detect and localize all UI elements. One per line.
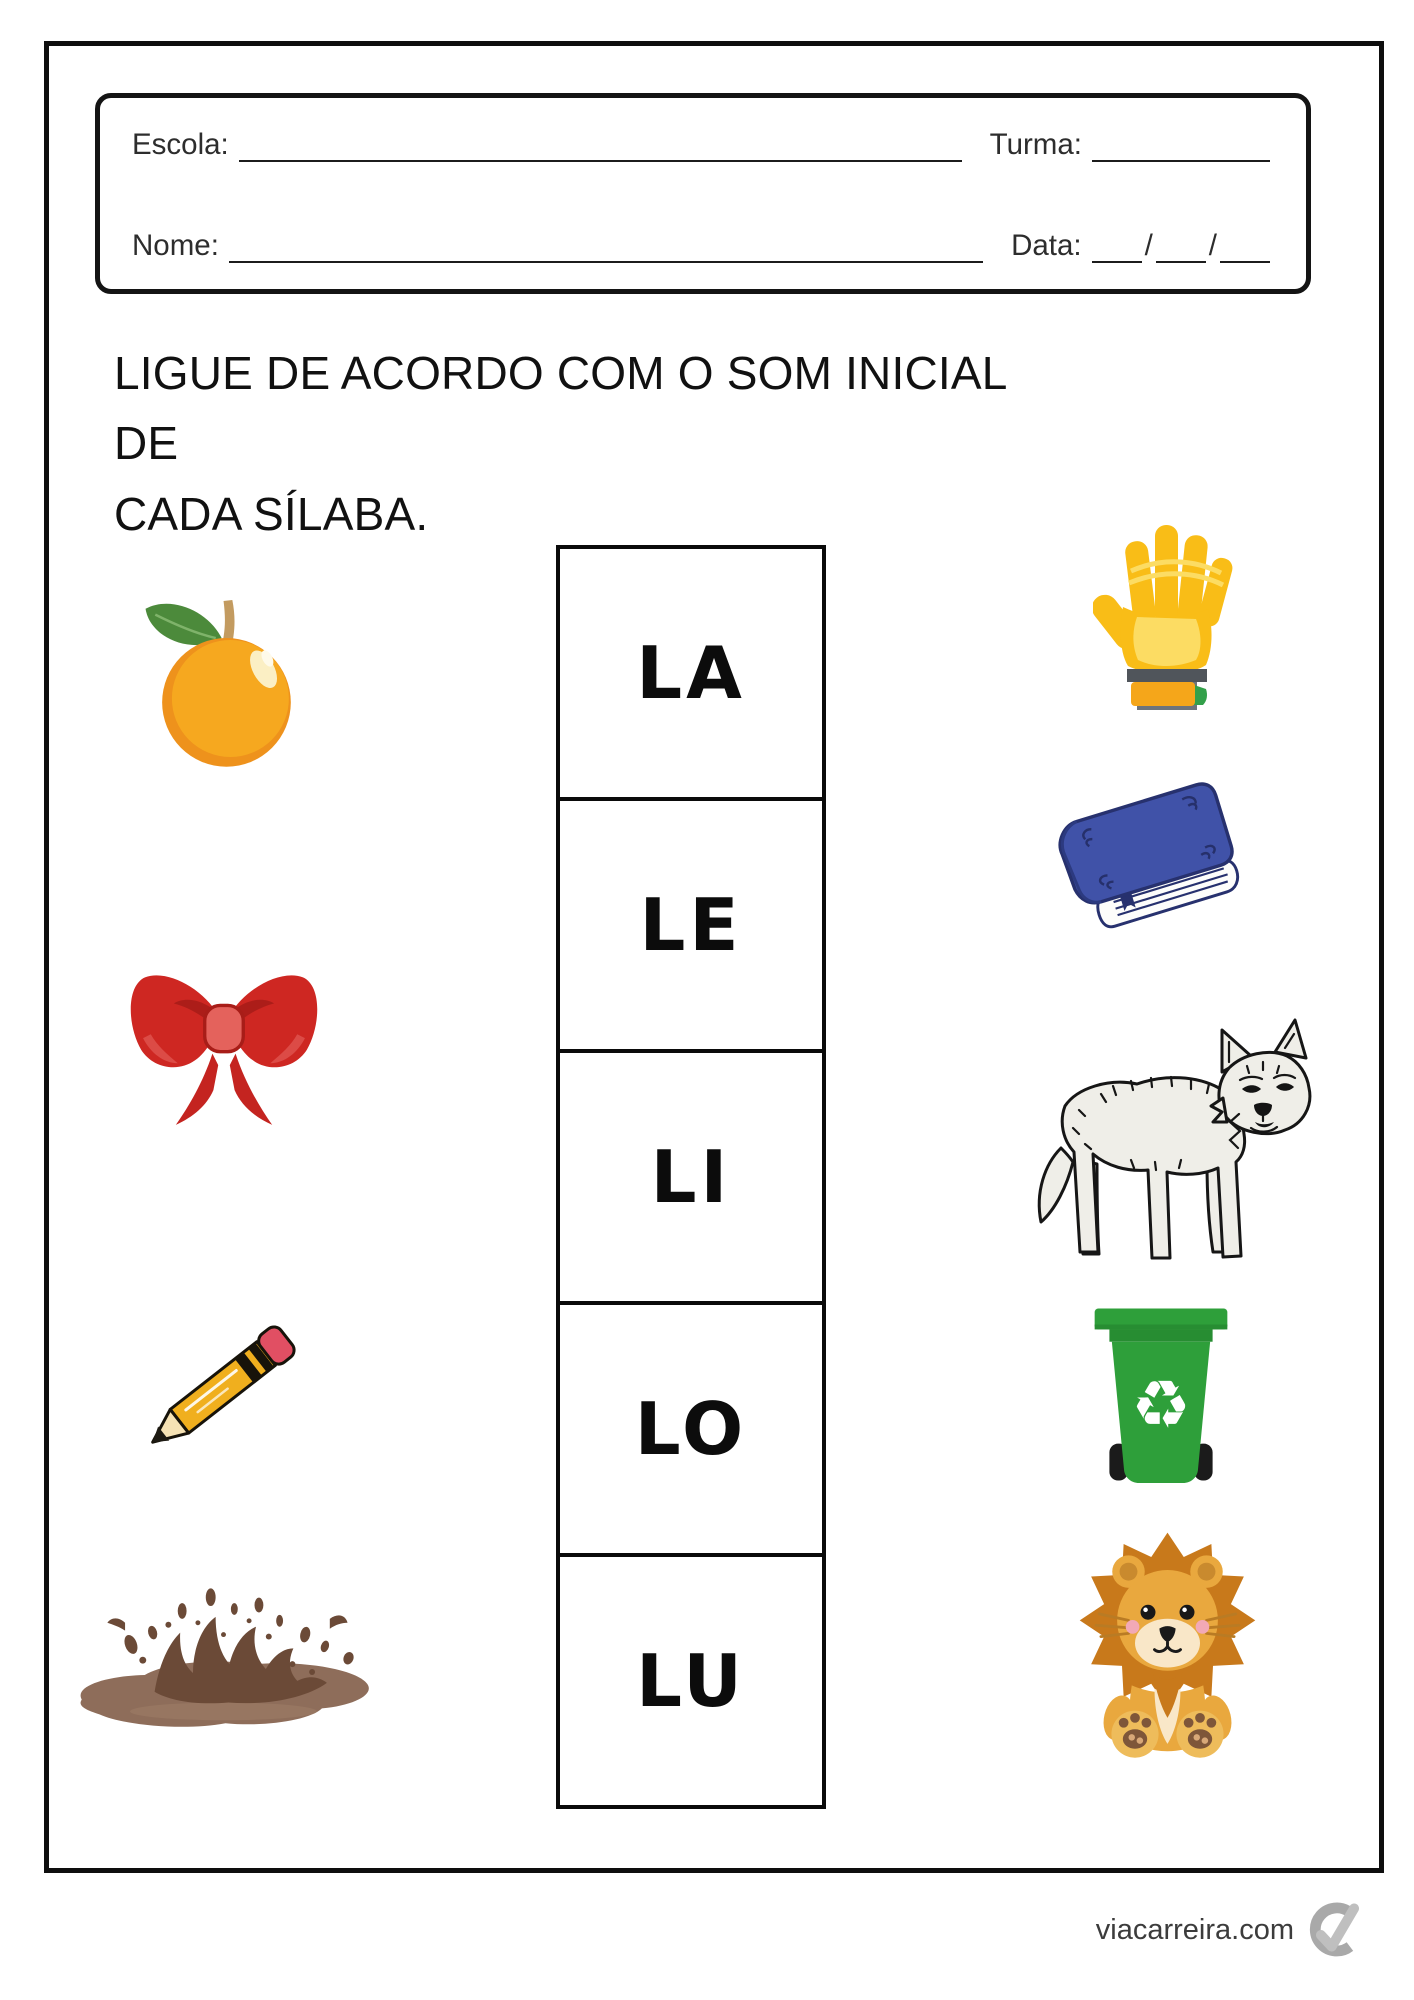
- escola-label: Escola:: [132, 128, 229, 161]
- book-image[interactable]: [1056, 782, 1261, 962]
- turma-label: Turma:: [989, 128, 1082, 161]
- pencil-image[interactable]: [122, 1288, 322, 1488]
- wolf-image[interactable]: [1015, 1005, 1315, 1295]
- nome-data-row: [132, 227, 1270, 263]
- bow-image[interactable]: [118, 942, 330, 1142]
- syllable-column: [556, 545, 826, 1809]
- syllable-label: LO: [634, 1387, 748, 1471]
- instruction-line-2: CADA SÍLABA.: [114, 487, 429, 540]
- lion-image[interactable]: [1070, 1532, 1265, 1764]
- syllable-box-li[interactable]: [556, 1049, 826, 1305]
- syllable-label: LI: [650, 1135, 732, 1219]
- date-slash: /: [1144, 229, 1153, 262]
- orange-image[interactable]: [128, 583, 323, 773]
- data-label: Data:: [1011, 229, 1082, 262]
- instruction-line-1: LIGUE DE ACORDO COM O SOM INICIAL DE: [114, 347, 1006, 470]
- syllable-box-lo[interactable]: [556, 1301, 826, 1557]
- date-slash: /: [1208, 229, 1217, 262]
- syllable-label: LU: [636, 1639, 746, 1723]
- viacarreira-logo-icon: [1306, 1895, 1364, 1965]
- date-month-blank: [1156, 227, 1206, 263]
- student-info-box: [95, 93, 1311, 294]
- recycle-symbol-icon: ♻: [1131, 1365, 1191, 1444]
- nome-label: Nome:: [132, 229, 219, 262]
- recycle-bin-image[interactable]: [1075, 1298, 1247, 1496]
- mud-image[interactable]: [66, 1582, 381, 1762]
- syllable-box-la[interactable]: [556, 545, 826, 801]
- syllable-label: LE: [639, 883, 743, 967]
- syllable-box-lu[interactable]: [556, 1553, 826, 1809]
- syllable-box-le[interactable]: [556, 797, 826, 1053]
- escola-turma-row: [132, 128, 1270, 162]
- site-url: viacarreira.com: [1095, 1913, 1294, 1946]
- nome-blank-line: [229, 229, 983, 263]
- syllable-label: LA: [636, 631, 746, 715]
- turma-blank-line: [1092, 128, 1270, 162]
- escola-blank-line: [239, 128, 962, 162]
- glove-image[interactable]: [1093, 513, 1243, 713]
- footer: [0, 1893, 1364, 1967]
- date-year-blank: [1220, 227, 1270, 263]
- date-day-blank: [1092, 227, 1142, 263]
- instruction-title: [114, 338, 1014, 549]
